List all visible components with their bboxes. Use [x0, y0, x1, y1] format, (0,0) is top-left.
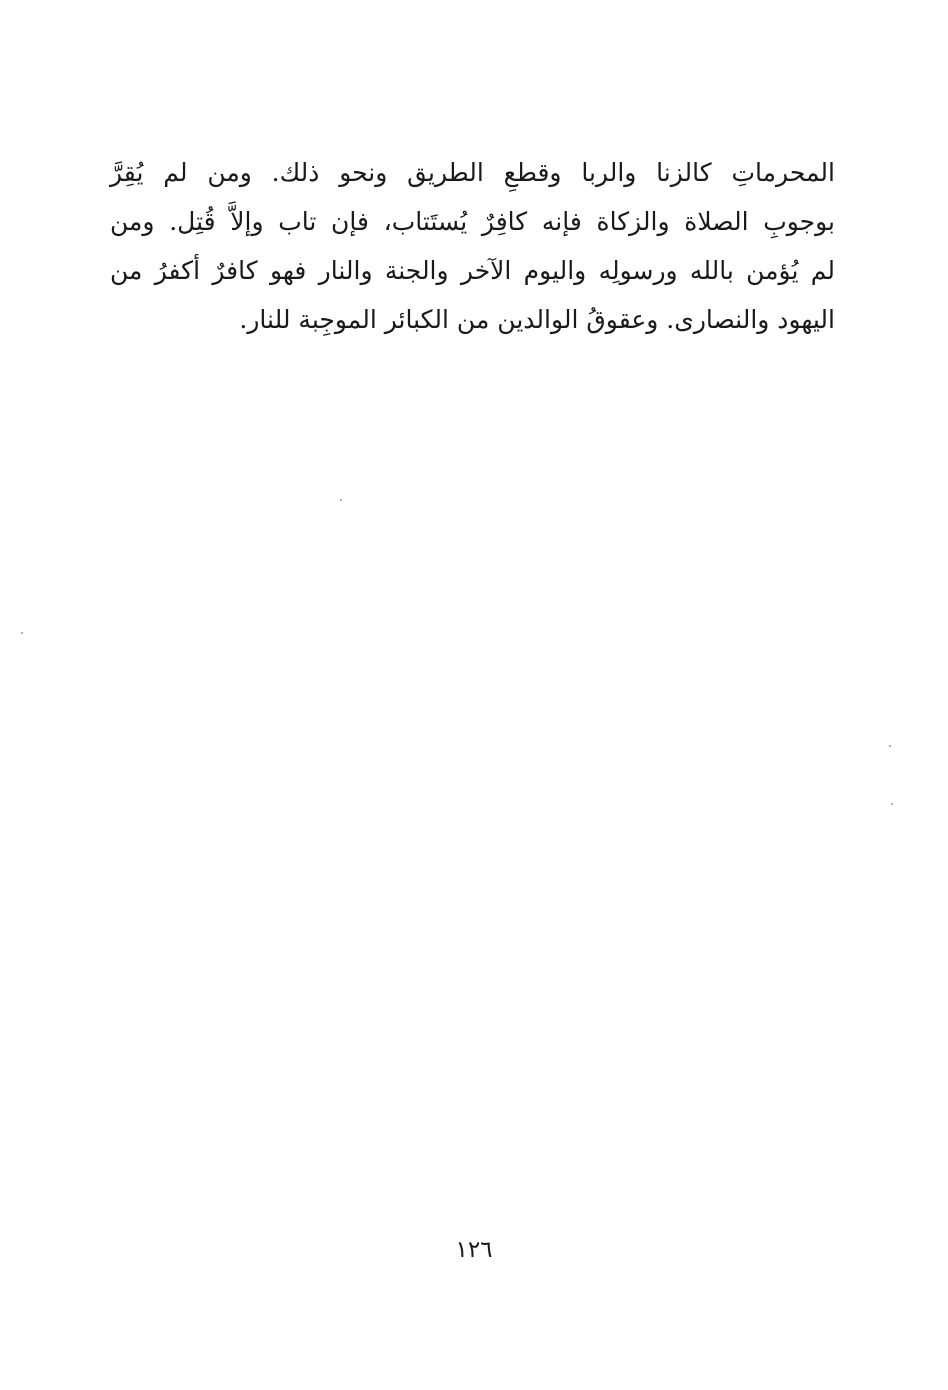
text-line-3: لم يُؤمن بالله ورسولِه واليوم الآخر والجنة والنار فهو كافرٌ أكفرُ من	[110, 256, 835, 285]
scan-speck	[21, 632, 23, 634]
text-line-1: المحرماتِ كالزنا والربا وقطعِ الطريق ونحو ذلك. ومن لم يُقِرَّ	[110, 158, 835, 187]
page-number: ١٢٦	[455, 1237, 493, 1263]
scan-speck	[891, 803, 893, 805]
text-line-2: بوجوبِ الصلاة والزكاة فإنه كافِرٌ يُستَتاب، فإن تاب وإلاَّ قُتِل. ومن	[110, 207, 835, 236]
body-paragraph	[110, 148, 835, 344]
scan-speck	[889, 745, 891, 747]
text-line-4: اليهود والنصارى. وعقوقُ الوالدين من الكبائر الموجِبة للنار.	[239, 305, 835, 334]
scan-speck	[340, 499, 342, 501]
